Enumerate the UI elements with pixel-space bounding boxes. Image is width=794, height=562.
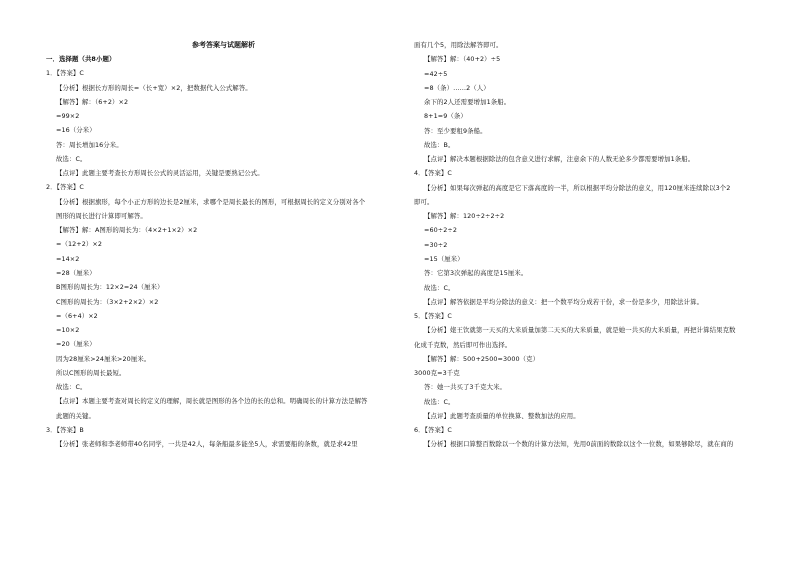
right-column	[414, 40, 769, 454]
text-line: 【点评】此题主要考查长方形周长公式的灵活运用，关键是要熟记公式。	[56, 169, 264, 178]
text-line: 【解答】解：（40+2）÷5	[424, 55, 501, 64]
text-line: =42÷5	[424, 69, 448, 78]
left-column	[46, 40, 401, 453]
text-line: 【分析】如果每次弹起的高度是它下落高度的一半，所以根据平均分除法的意义，用120厘米连续除以3个2	[424, 183, 731, 192]
text-line: 化成千克数，然后即可作出选择。	[414, 340, 512, 349]
text-line: 所以C图形的周长最短。	[56, 368, 126, 377]
text-line: 【分析】根据长方形的周长=（长+宽）×2，把数据代入公式解答。	[56, 83, 252, 92]
text-line: 8+1=9（条）	[424, 112, 467, 121]
text-line: 因为28厘米>24厘米>20厘米。	[56, 354, 151, 363]
document-title: 参考答案与试题解析	[192, 41, 255, 49]
text-line: 余下的2人还需要增加1条船。	[424, 98, 511, 107]
text-line: =20（厘米）	[56, 340, 96, 349]
text-line: B图形的周长为：12×2=24（厘米）	[56, 283, 164, 292]
text-line: 故选：C。	[424, 397, 455, 406]
text-line: =28（厘米）	[56, 268, 96, 277]
text-line: 答：周长增加16分米。	[56, 140, 123, 149]
text-line: =（12+2）×2	[56, 240, 103, 249]
text-line: =（6+4）×2	[56, 311, 98, 320]
text-line: 5．【答案】C	[414, 312, 452, 321]
text-line: 【分析】根据旗形，每个小正方形的边长是2厘米，求哪个是周长最长的图形，可根据周长的定义分别对各个	[56, 197, 366, 206]
text-line: 【分析】张老师和李老师带40名同学，一共是42人，每条船最多能坐5人，求需要船的条数，就是求42里	[56, 440, 358, 449]
text-line: 【分析】姥王饮就第一天买的大米质量加第二天买的大米质量，就是她一共买的大米质量，再把计算结果克数	[424, 326, 736, 335]
text-line: 图形的周长进行计算即可解答。	[56, 211, 147, 220]
text-line: =99×2	[56, 112, 80, 121]
text-line: 答：至少要租9条船。	[424, 126, 487, 135]
text-line: 答：她一共买了3千克大米。	[424, 383, 507, 392]
text-line: 故选：C。	[424, 283, 455, 292]
text-line: =16（分米）	[56, 126, 96, 135]
text-line: 此题的关键。	[56, 411, 95, 420]
text-line: =30÷2	[424, 240, 448, 249]
text-line: 1．【答案】C	[46, 69, 84, 78]
right-column-lines	[414, 40, 769, 449]
text-line: 【点评】解决本题根据除法的包含意义进行求解，注意余下的人数无论多少都需要增加1条船。	[424, 155, 695, 164]
text-line: 【分析】根据口算整百数除以一个数的计算方法知，先用0前面的数除以这个一位数，如果够除尽，就在商的	[424, 440, 734, 449]
text-line: 故选：C。	[56, 154, 87, 163]
text-line: 答：它第3次弹起的高度是15厘米。	[424, 269, 528, 278]
text-line: 【解答】解：A图形的周长为：（4×2+1×2）×2	[56, 226, 198, 235]
text-line: 4．【答案】C	[414, 169, 452, 178]
text-line: =10×2	[56, 326, 80, 335]
text-line: 【点评】解答依据是平均分除法的意义：把一个数平均分成若干份，求一份是多少，用除法计算。	[424, 297, 704, 306]
text-line: C图形的周长为：（3×2+2×2）×2	[56, 297, 159, 306]
text-line: =14×2	[56, 254, 80, 263]
text-line: 2．【答案】C	[46, 183, 84, 192]
text-line: 【解答】解：（6+2）×2	[56, 97, 129, 106]
left-column-lines	[46, 54, 401, 449]
text-line: 一．选择题（共8小题）	[46, 55, 116, 63]
text-line: 故选：C。	[56, 383, 87, 392]
text-line: 【解答】解：120÷2÷2÷2	[424, 212, 505, 221]
text-line: 【点评】此题考查质量的单位换算、整数加法的应用。	[424, 411, 580, 420]
text-line: 即可。	[414, 197, 434, 206]
text-line: =15（厘米）	[424, 254, 464, 263]
text-line: 面有几个5，用除法解答即可。	[414, 41, 503, 49]
text-line: 6．【答案】C	[414, 426, 452, 435]
text-line: 【解答】解：500+2500=3000（克）	[424, 354, 540, 363]
text-line: =60÷2÷2	[424, 226, 458, 235]
text-line: 3．【答案】B	[46, 425, 84, 434]
text-line: 【点评】本题主要考查对周长的定义的理解，周长就是图形的各个边的长的总和。明确周长的计算方法是解答	[56, 397, 368, 406]
text-line: 3000克=3千克	[414, 369, 460, 378]
text-line: =8（条）……2（人）	[424, 83, 490, 92]
text-line: 故选：B。	[424, 140, 455, 149]
